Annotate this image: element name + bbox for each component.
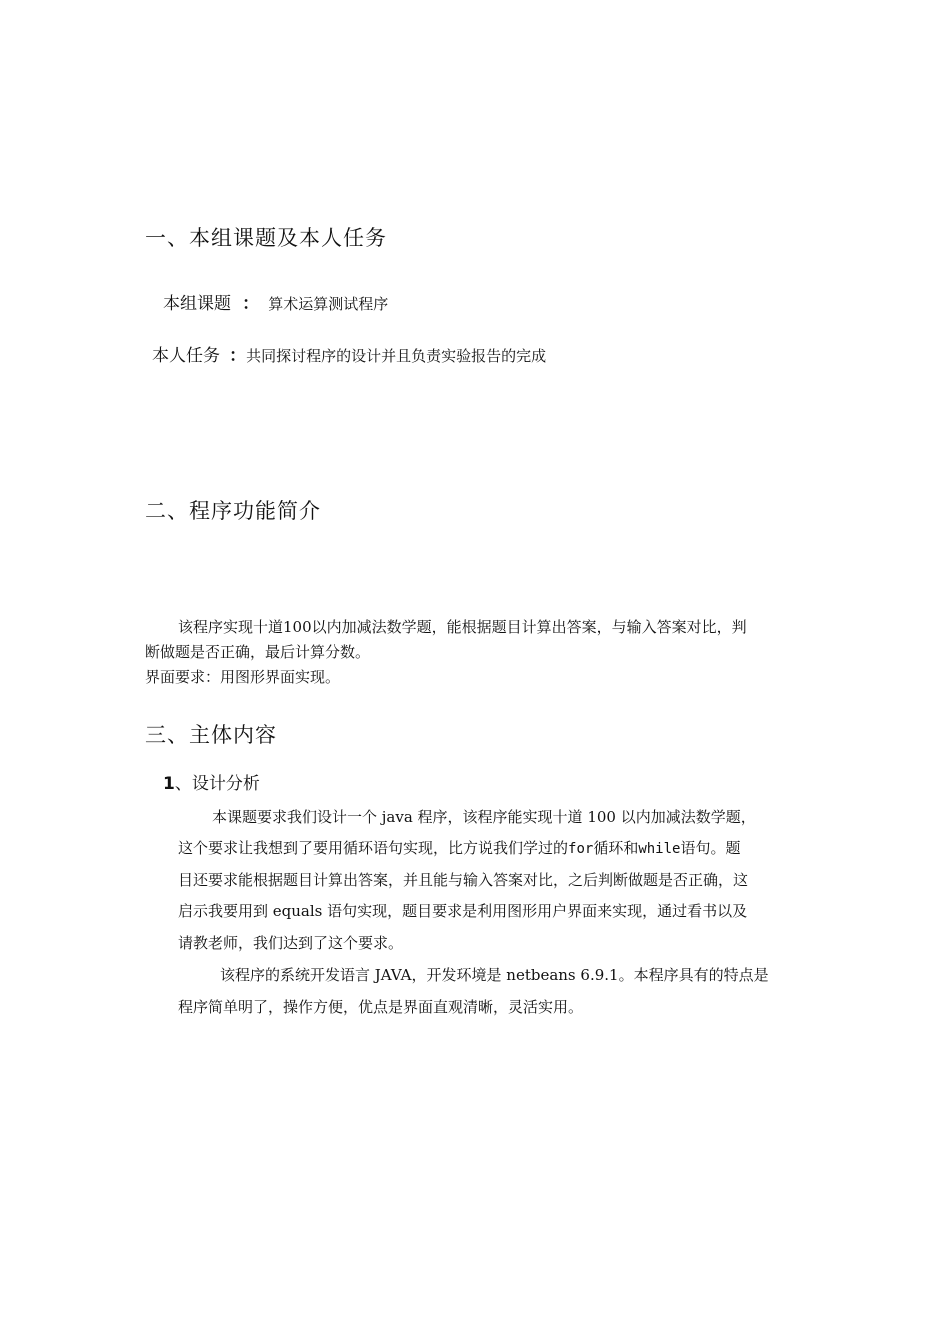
analysis-line-2b: 循环和 [593,839,639,857]
task-row [152,341,546,366]
analysis-line-3: 目还要求能根据题目计算出答案，并且能与输入答案对比，之后判断做题是否正确，这 [178,871,749,889]
keyword-while: while [638,841,681,857]
intro-line-1: 该程序实现十道100以内加减法数学题，能根据题目计算出答案，与输入答案对比，判 [178,618,747,636]
section3-heading: 三、主体内容 [145,723,277,747]
subsection-title [163,769,260,794]
analysis-line-2c: 语句。题 [680,839,741,857]
keyword-for: for [568,841,594,857]
subsection-number: 1 [163,774,175,794]
task-value: 共同探讨程序的设计并且负责实验报告的完成 [246,347,547,365]
subsection-label: 、设计分析 [174,774,260,794]
analysis-line-4: 启示我要用到 equals 语句实现，题目要求是利用图形用户界面来实现，通过看书以及 [178,902,748,920]
ui-requirement: 界面要求：用图形界面实现。 [145,668,341,686]
topic-label: 本组课题 [163,294,231,314]
task-colon: ： [229,346,247,366]
env-line-1: 该程序的系统开发语言 JAVA，开发环境是 netbeans 6.9.1。本程序具有的特点是 [220,966,769,984]
topic-value: 算术运算测试程序 [268,295,389,313]
topic-colon: ： [242,294,260,314]
analysis-line-2a: 这个要求让我想到了要用循环语句实现，比方说我们学过的 [178,839,569,857]
analysis-line-1: 本课题要求我们设计一个 java 程序，该程序能实现十道 100 以内加减法数学题， [212,808,756,826]
intro-line-2: 断做题是否正确，最后计算分数。 [145,643,371,661]
topic-row [163,289,388,314]
analysis-line-2 [178,837,741,858]
section2-heading: 二、程序功能简介 [145,499,321,523]
section1-heading: 一、本组课题及本人任务 [145,226,387,250]
env-line-2: 程序简单明了，操作方便，优点是界面直观清晰，灵活实用。 [178,998,584,1016]
analysis-line-5: 请教老师，我们达到了这个要求。 [178,934,404,952]
task-label: 本人任务 [152,346,220,366]
